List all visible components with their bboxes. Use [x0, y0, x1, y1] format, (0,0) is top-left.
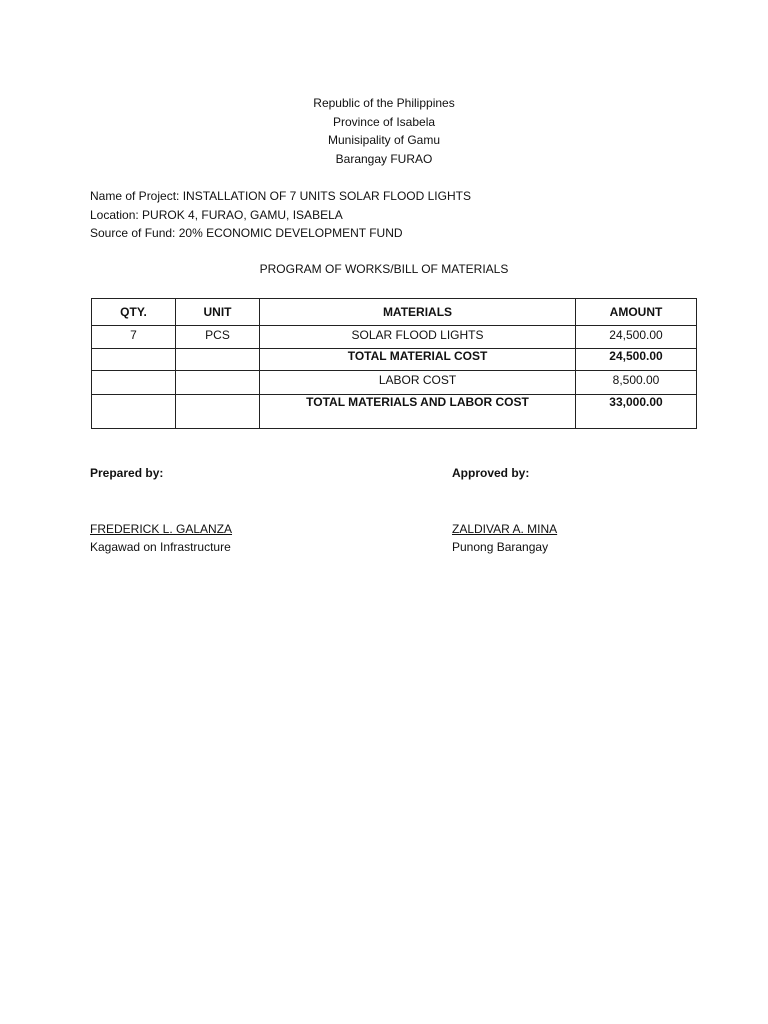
cell-unit: [176, 371, 260, 395]
prepared-by-block: [90, 464, 232, 557]
project-fund-source: Source of Fund: 20% ECONOMIC DEVELOPMENT FUND: [90, 226, 403, 240]
header-qty: QTY.: [92, 299, 176, 326]
header-materials: MATERIALS: [260, 299, 576, 326]
cell-qty: [92, 349, 176, 371]
cell-material: SOLAR FLOOD LIGHTS: [260, 326, 576, 349]
document-header: [0, 94, 768, 168]
document-title: PROGRAM OF WORKS/BILL OF MATERIALS: [259, 262, 509, 276]
header-province: Province of Isabela: [332, 114, 436, 129]
cell-qty: [92, 371, 176, 395]
project-name: Name of Project: INSTALLATION OF 7 UNITS SOLAR FLOOD LIGHTS: [90, 189, 471, 203]
prepared-by-label: Prepared by:: [90, 466, 164, 480]
project-location: Location: PUROK 4, FURAO, GAMU, ISABELA: [90, 207, 343, 222]
project-info: [90, 187, 471, 243]
cell-unit: [176, 395, 260, 429]
cell-unit: PCS: [176, 326, 260, 349]
header-barangay: Barangay FURAO: [335, 151, 433, 166]
approved-by-position: Punong Barangay: [452, 540, 549, 554]
approved-by-block: [452, 464, 557, 557]
cell-amount: 33,000.00: [576, 395, 697, 429]
cell-amount: 8,500.00: [576, 371, 697, 395]
cell-unit: [176, 349, 260, 371]
bill-of-materials-table: [91, 298, 697, 429]
approved-by-name: ZALDIVAR A. MINA: [452, 521, 558, 536]
table-row-labor: [92, 371, 697, 395]
table-row-total-material: [92, 349, 697, 371]
cell-amount: 24,500.00: [576, 349, 697, 371]
header-amount: AMOUNT: [576, 299, 697, 326]
prepared-by-name: FREDERICK L. GALANZA: [90, 521, 233, 536]
cell-amount: 24,500.00: [576, 326, 697, 349]
cell-material: TOTAL MATERIAL COST: [260, 349, 576, 371]
cell-qty: 7: [92, 326, 176, 349]
cell-material: TOTAL MATERIALS AND LABOR COST: [260, 395, 576, 429]
table-header-row: [92, 299, 697, 326]
header-unit: UNIT: [176, 299, 260, 326]
table-row-grand-total: [92, 395, 697, 429]
table-row: [92, 326, 697, 349]
cell-qty: [92, 395, 176, 429]
header-municipality: Munisipality of Gamu: [327, 133, 441, 147]
cell-material: LABOR COST: [260, 371, 576, 395]
prepared-by-position: Kagawad on Infrastructure: [90, 540, 231, 554]
header-republic: Republic of the Philippines: [313, 96, 455, 110]
approved-by-label: Approved by:: [452, 466, 530, 480]
